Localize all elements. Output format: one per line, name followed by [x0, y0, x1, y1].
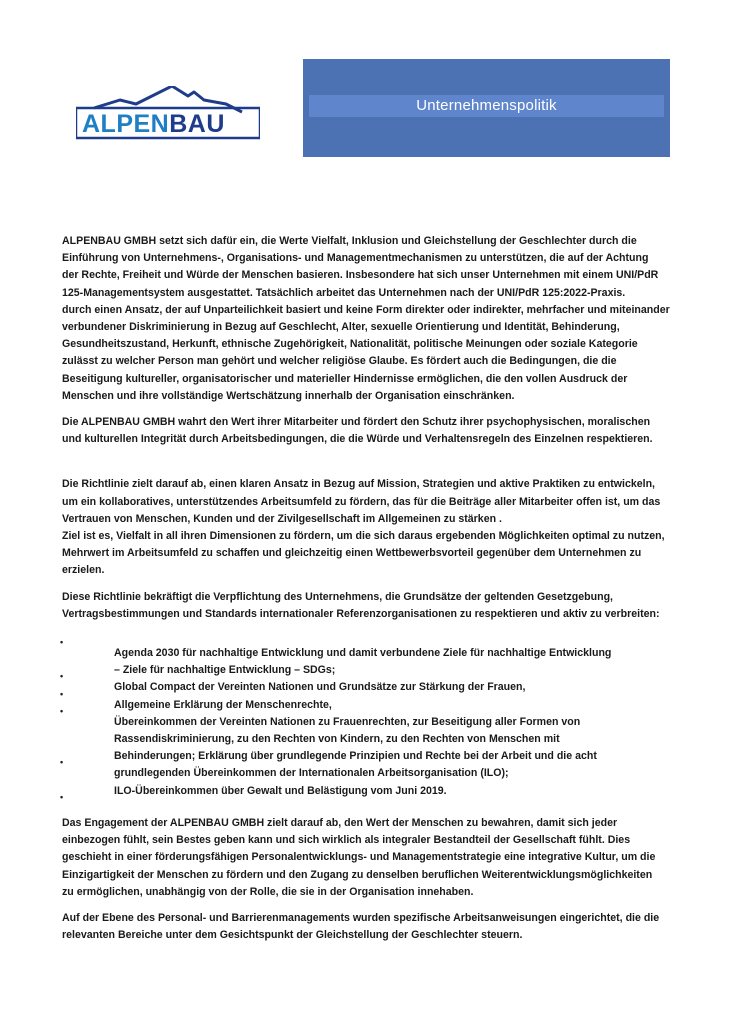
text-line: Gesundheitszustand, Herkunft, ethnische Zugehörigkeit, Nationalität, politische Meinungen oder soziale Kategorie: [62, 338, 638, 351]
text-line: zu ermöglichen, unabhängig von der Rolle, die sie in der Organisation innehaben.: [62, 885, 474, 898]
text-line: Einführung von Unternehmens-, Organisations- und Managementmechanismen zu unterstützen, die auf der Achtung: [62, 252, 649, 265]
text-line: Ziel ist es, Vielfalt in all ihren Dimensionen zu fördern, um die sich daraus ergebenden Möglichkeiten optimal zu nutzen,: [62, 530, 665, 543]
paragraph-1: [62, 233, 672, 405]
text-line: geschieht in einer förderungsfähigen Personalentwicklungs- und Managementstrategie eine integrative Kultur, um die: [62, 851, 656, 864]
bullet-line: Global Compact der Vereinten Nationen und Grundsätze zur Stärkung der Frauen,: [114, 681, 526, 694]
text-line: und kulturellen Integrität durch Arbeitsbedingungen, die die Würde und Verhaltensregeln des Einzelnen respektieren.: [62, 433, 653, 446]
text-line: verbundener Diskriminierung in Bezug auf Geschlecht, Alter, sexuelle Orientierung und Identität, Behinderung,: [62, 321, 620, 334]
bullet-icon: •: [60, 689, 64, 700]
paragraph-5: [62, 815, 672, 901]
paragraph-3: [62, 476, 672, 579]
text-line: durch einen Ansatz, der auf Unparteilichkeit basiert und keine Form direkter oder indirekter, mehrfacher und miteinander: [62, 303, 670, 316]
bullet-line: Übereinkommen der Vereinten Nationen zu Frauenrechten, zur Beseitigung aller Formen von: [114, 715, 581, 728]
document-body: [62, 233, 672, 944]
bullet-icon: •: [60, 637, 64, 648]
bullet-line: Allgemeine Erklärung der Menschenrechte,: [114, 698, 332, 711]
text-line: um ein kollaboratives, unterstützendes Arbeitsumfeld zu fördern, das für die Beiträge aller Mitarbeiter offen ist, um das: [62, 495, 661, 508]
logo-part-bau: BAU: [169, 110, 225, 138]
text-line: Auf der Ebene des Personal- und Barrierenmanagements wurden spezifische Arbeitsanweisungen eingerichtet, die die: [62, 911, 660, 924]
bullet-list: [60, 637, 672, 803]
text-line: Diese Richtlinie bekräftigt die Verpflichtung des Unternehmens, die Grundsätze der geltenden Gesetzgebung,: [62, 590, 613, 603]
text-line: Mehrwert im Arbeitsumfeld zu schaffen und gleichzeitig einen Wettbewerbsvorteil gegenüber dem Unternehmen zu: [62, 547, 642, 560]
bullet-line: Rassendiskriminierung, zu den Rechten von Kindern, zu den Rechten von Menschen mit: [114, 733, 560, 746]
text-line: Die Richtlinie zielt darauf ab, einen klaren Ansatz in Bezug auf Mission, Strategien und aktive Praktiken zu entwickeln,: [62, 478, 655, 491]
svg-text:ALPENBAU: [82, 110, 225, 138]
bullet-line: ILO-Übereinkommen über Gewalt und Belästigung vom Juni 2019.: [114, 784, 447, 797]
bullet-icon: •: [60, 792, 64, 803]
bullet-line: Behinderungen; Erklärung über grundlegende Prinzipien und Rechte bei der Arbeit und die acht: [114, 750, 597, 763]
text-line: Beseitigung kultureller, organisatorischer und materieller Hindernisse ermöglichen, die den vollen Ausdruck der: [62, 372, 628, 385]
bullet-line: Agenda 2030 für nachhaltige Entwicklung und damit verbundene Ziele für nachhaltige Entwicklung: [114, 647, 612, 660]
header-banner: [303, 59, 670, 157]
paragraph-4: [62, 589, 672, 623]
text-line: Menschen und ihre vollständige Wertschätzung innerhalb der Organisation einschränken.: [62, 389, 515, 402]
bullet-icon: •: [60, 706, 64, 717]
text-line: Einzigartigkeit der Menschen zu fördern und den Zugang zu denselben beruflichen Weiterentwicklungsmöglichkeiten: [62, 868, 653, 881]
text-line: einbezogen fühlt, sein Bestes geben kann und sich wirklich als integraler Bestandteil der Gesellschaft fühlt. Dies: [62, 834, 631, 847]
text-line: der Rechte, Freiheit und Würde der Menschen basieren. Insbesondere hat sich unser Unternehmen mit einem UNI/PdR: [62, 269, 659, 282]
text-line: Vertrauen von Menschen, Kunden und der Zivilgesellschaft im Allgemeinen zu stärken .: [62, 512, 502, 525]
bullet-icon: •: [60, 757, 64, 768]
paragraph-2: [62, 414, 672, 448]
logo-wordmark: [76, 108, 260, 138]
text-line: Vertragsbestimmungen und Standards internationaler Referenzorganisationen zu respektieren und aktiv zu verbreiten:: [62, 607, 660, 620]
text-line: 125-Managementsystem ausgestattet. Tatsächlich arbeitet das Unternehmen nach der UNI/PdR 125:2022-Praxis.: [62, 286, 626, 299]
text-line: relevanten Bereiche unter dem Gesichtspunkt der Gleichstellung der Geschlechter steuern.: [62, 929, 523, 942]
page-title: Unternehmenspolitik: [416, 97, 557, 114]
bullet-line: grundlegenden Übereinkommen der Internationalen Arbeitsorganisation (ILO);: [114, 767, 509, 780]
text-line: Die ALPENBAU GMBH wahrt den Wert ihrer Mitarbeiter und fördert den Schutz ihrer psychophysischen, moralischen: [62, 416, 651, 429]
text-line: Das Engagement der ALPENBAU GMBH zielt darauf ab, den Wert der Menschen zu bewahren, damit sich jeder: [62, 816, 618, 829]
bullet-line: – Ziele für nachhaltige Entwicklung – SDGs;: [114, 664, 336, 677]
text-line: erzielen.: [62, 564, 105, 577]
text-line: ALPENBAU GMBH setzt sich dafür ein, die Werte Vielfalt, Inklusion und Gleichstellung der Geschlechter durch die: [62, 235, 637, 247]
bullet-icon: •: [60, 671, 64, 682]
company-logo: [76, 86, 260, 140]
text-line: zulässt zu welcher Person man gehört und welcher religiöse Glaube. Es fördert auch die Bedingungen, die die: [62, 355, 617, 368]
paragraph-6: [62, 910, 672, 944]
logo-part-alpen: ALPEN: [82, 110, 170, 138]
